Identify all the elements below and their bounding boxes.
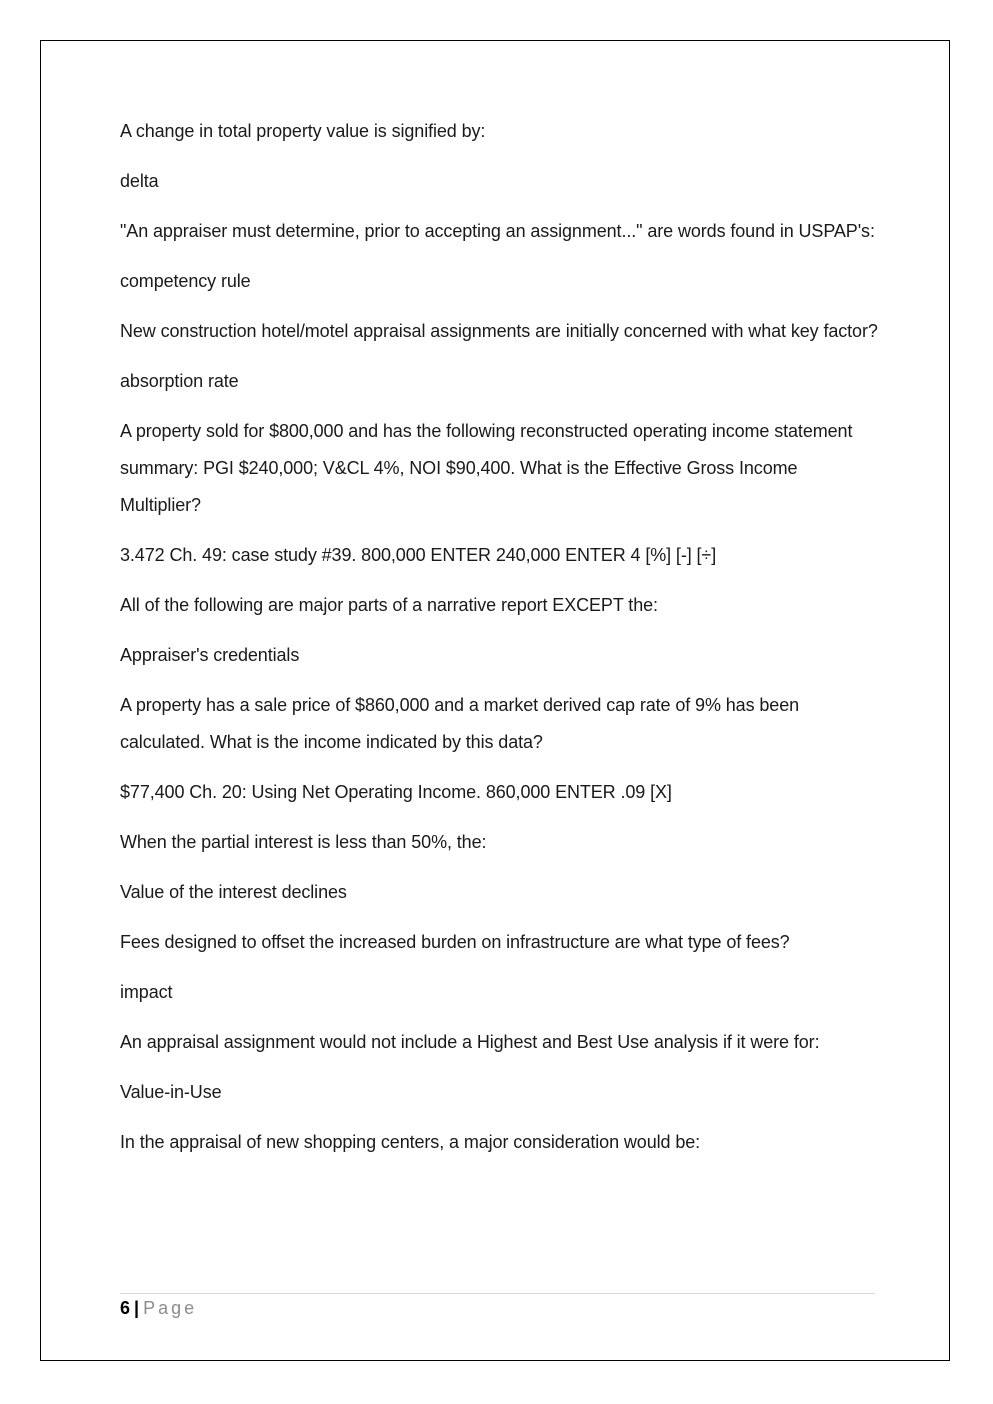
question-text: An appraisal assignment would not include a Highest and Best Use analysis if it were for: [120, 1032, 820, 1052]
page-number: 6 [120, 1298, 131, 1318]
question-text: A property sold for $800,000 and has the following reconstructed operating income statement summary: PGI $240,000; V&CL 4%, NOI $90,400. What is the Effective Gross Income Multiplier? [120, 421, 853, 515]
question-text: "An appraiser must determine, prior to accepting an assignment..." are words found in USPAP's: [120, 221, 875, 241]
page-label: Page [143, 1298, 198, 1318]
question-text: A property has a sale price of $860,000 and a market derived cap rate of 9% has been calculated. What is the income indicated by this data? [120, 695, 800, 752]
answer-text: Value of the interest declines [120, 882, 347, 902]
question-text: In the appraisal of new shopping centers, a major consideration would be: [120, 1132, 701, 1152]
answer-text: Appraiser's credentials [120, 645, 300, 665]
question-text: A change in total property value is signified by: [120, 121, 486, 141]
answer-text: 3.472 Ch. 49: case study #39. 800,000 ENTER 240,000 ENTER 4 [%] [-] [÷] [120, 545, 717, 565]
answer-text: Value-in-Use [120, 1082, 222, 1102]
page-footer [120, 1297, 197, 1319]
question-text: When the partial interest is less than 50%, the: [120, 832, 487, 852]
answer-text: impact [120, 982, 173, 1002]
footer-divider [120, 1293, 875, 1294]
answer-text: delta [120, 171, 159, 191]
footer-separator: | [134, 1298, 140, 1318]
question-text: Fees designed to offset the increased burden on infrastructure are what type of fees? [120, 932, 790, 952]
question-text: New construction hotel/motel appraisal assignments are initially concerned with what key factor? [120, 321, 878, 341]
document-body [120, 113, 880, 1174]
answer-text: competency rule [120, 271, 251, 291]
question-text: All of the following are major parts of a narrative report EXCEPT the: [120, 595, 658, 615]
answer-text: absorption rate [120, 371, 239, 391]
answer-text: $77,400 Ch. 20: Using Net Operating Income. 860,000 ENTER .09 [X] [120, 782, 672, 802]
